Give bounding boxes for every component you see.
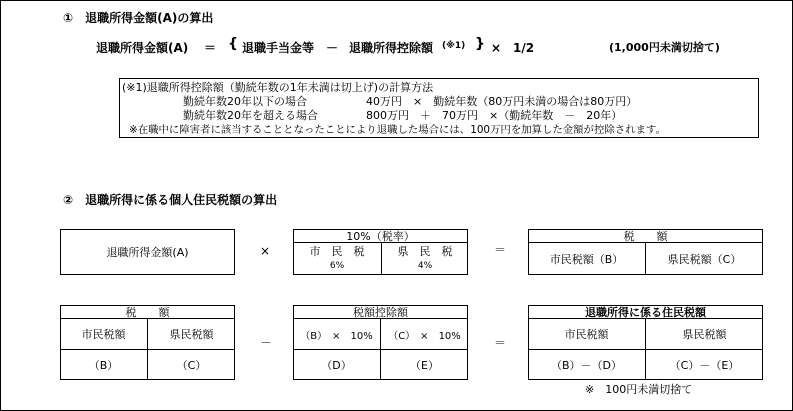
note-line2-formula: 800万円 ＋ 70万円 ×（勤続年数 － 20年） (366, 109, 623, 122)
final-city-label: 市民税額 (564, 328, 609, 341)
row2-equals: ＝ (494, 336, 507, 350)
result-pref: 県民税額（C） (667, 253, 742, 266)
final-city-value: （B）－（D） (550, 359, 623, 372)
tax-city-label: 市民税額 (81, 328, 126, 341)
row1-equals: ＝ (494, 243, 507, 257)
pref-tax-label: 県 民 税 (397, 244, 453, 258)
final-footnote: ※ 100円未満切捨て (585, 383, 693, 396)
row1-times: × (260, 244, 271, 258)
pref-tax-rate: 4% (417, 260, 433, 271)
formula-minus: － (326, 41, 339, 55)
formula-times-half: × 1/2 (491, 41, 535, 55)
section2-heading: ② 退職所得に係る個人住民税額の算出 (63, 193, 278, 207)
city-tax-label: 市 民 税 (309, 244, 365, 258)
city-tax-rate: 6% (329, 260, 345, 271)
tax-pref-value: （C） (176, 359, 207, 372)
final-pref-label: 県民税額 (682, 328, 727, 341)
note-line2-label: 勤続年数20年を超える場合 (183, 109, 318, 122)
formula-equals: ＝ (204, 41, 217, 55)
formula-close-brace: } (475, 36, 485, 52)
row2-minus: － (260, 336, 273, 350)
deduction-city-formula: （B） × 10% (300, 330, 373, 342)
result-header: 税 額 (623, 229, 668, 243)
note-line1-label: 勤続年数20年以下の場合 (183, 95, 307, 108)
deduction-pref-value: （E） (410, 359, 439, 372)
box-a-label: 退職所得金額(A) (106, 246, 189, 259)
formula-term2-note: (※1) (442, 41, 466, 51)
tax-table-header: 税 額 (125, 305, 170, 319)
deduction-header: 税額控除額 (353, 305, 408, 319)
formula-rounding: (1,000円未満切捨て) (609, 41, 720, 54)
formula-lhs: 退職所得金額(A) (96, 41, 189, 55)
tax-city-value: （B） (88, 359, 119, 372)
final-pref-value: （C）－（E） (669, 359, 740, 372)
final-header: 退職所得に係る住民税額 (585, 305, 706, 319)
formula-term1: 退職手当金等 (242, 41, 315, 55)
formula-open-brace: { (228, 36, 238, 52)
section1-heading: ① 退職所得金額(A)の算出 (63, 11, 214, 25)
formula-term2: 退職所得控除額 (349, 41, 434, 55)
note-title: (※1)退職所得控除額（勤続年数の1年未満は切上げ)の計算方法 (122, 81, 434, 94)
deduction-city-value: （D） (321, 359, 352, 372)
note-line1-formula: 40万円 × 勤続年数（80万円未満の場合は80万円） (366, 95, 638, 108)
deduction-pref-formula: （C） × 10% (388, 330, 461, 342)
tax-pref-label: 県民税額 (169, 328, 214, 341)
note-line3: ※在職中に障害者に該当することとなったことにより退職した場合には、100万円を加算した金額が控除されます。 (129, 124, 666, 136)
rate-header: 10%（税率） (346, 229, 415, 243)
result-city: 市民税額（B） (549, 253, 624, 266)
